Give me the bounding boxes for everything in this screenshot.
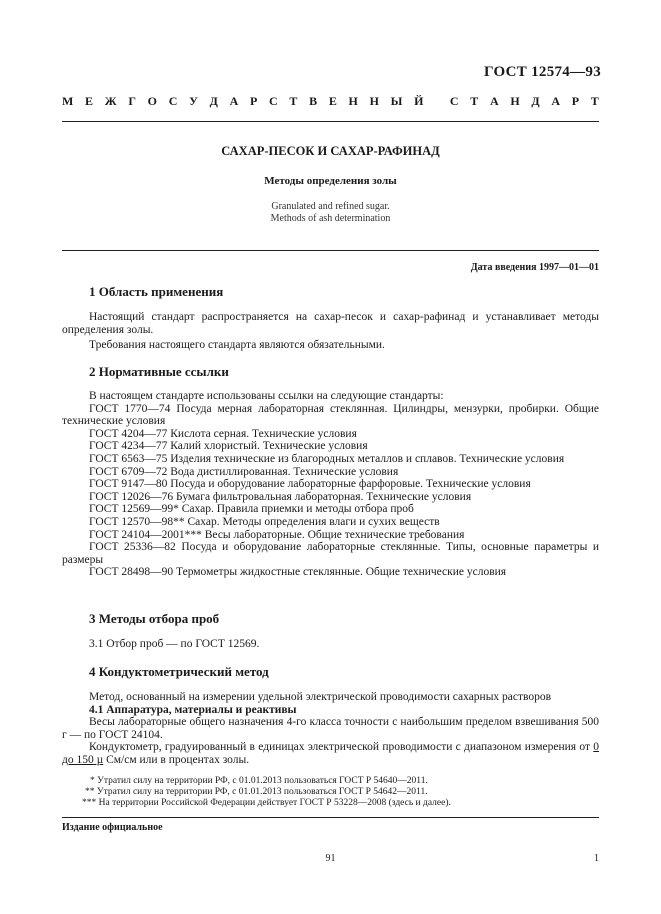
standard-type-letter: А (551, 94, 561, 108)
standard-type-letter: Ж (104, 94, 117, 108)
reference-item: ГОСТ 28498—90 Термометры жидкостные стеклянные. Общие технические условия (89, 566, 507, 579)
standard-type-letter: Т (289, 94, 298, 108)
standard-type-letter: Н (369, 94, 379, 108)
standard-type-letter: Д (209, 94, 218, 108)
reference-item: ГОСТ 4234—77 Калий хлористый. Технические условия (89, 440, 368, 453)
standard-type-letter: О (147, 94, 158, 108)
standard-type-letter: А (489, 94, 499, 108)
section-4-paragraph-1: Метод, основанный на измерении удельной электрической проводимости сахарных растворов (89, 691, 552, 703)
standard-type-letter: Н (348, 94, 358, 108)
section-4-heading: 4 Кондуктометрический метод (89, 664, 269, 679)
subsection-4-1-heading: 4.1 Аппаратура, материалы и реактивы (89, 703, 297, 716)
references-intro: В настоящем стандарте использованы ссылки на следующие стандарты: (89, 390, 444, 402)
reference-item: ГОСТ 25336—82 Посуда и оборудование лабораторные стеклянные. Типы, основные параметры и размеры (62, 541, 599, 566)
standard-type-letter: В (309, 94, 318, 108)
section-4-paragraph-2: Весы лабораторные общего назначения 4-го класса точности с наибольшим пределом взвешивания 500 г — по ГОСТ 24104. (62, 716, 599, 741)
standard-type-letter (435, 94, 438, 109)
standard-type-letter: Й (414, 94, 424, 108)
section-3-body (62, 638, 599, 651)
standard-type-letter: С (449, 94, 459, 108)
reference-item: ГОСТ 4204—77 Кислота серная. Технические условия (89, 427, 357, 440)
standard-type-letter: Р (249, 94, 258, 108)
section-1-paragraph-1: Настоящий стандарт распространяется на сахар-песок и сахар-рафинад и устанавливает методы определения золы. (62, 311, 599, 336)
normative-references (62, 390, 599, 579)
reference-item: ГОСТ 6709—72 Вода дистиллированная. Технические условия (89, 465, 399, 478)
section-3-paragraph-1: 3.1 Отбор проб — по ГОСТ 12569. (89, 638, 260, 650)
section-1-body (62, 311, 599, 352)
standard-type-letter: Р (571, 94, 580, 108)
standard-designation: ГОСТ 12574—93 (483, 64, 601, 80)
standard-type-line (62, 94, 599, 109)
reference-item: ГОСТ 12026—76 Бумага фильтровальная лабораторная. Технические условия (89, 490, 472, 503)
english-title-line1: Granulated and refined sugar. (271, 201, 390, 212)
title-rule (62, 250, 599, 251)
official-edition-label: Издание официальное (62, 822, 163, 833)
english-title-line2: Methods of ash determination (270, 213, 391, 224)
standard-type-letter: Д (531, 94, 540, 108)
footnote-3: *** На территории Российской Федерации действует ГОСТ Р 53228—2008 (здесь и далее). (82, 798, 451, 808)
standard-type-letter: Т (590, 94, 599, 108)
header-rule (62, 121, 599, 122)
standard-type-letter: Е (85, 94, 94, 108)
standard-type-letter: С (168, 94, 178, 108)
reference-item: ГОСТ 6563—75 Изделия технические из благородных металлов и сплавов. Технические условия (89, 452, 565, 465)
section-1-heading: 1 Область применения (89, 284, 224, 299)
page-number: 91 (325, 853, 336, 864)
footnote-2: ** Утратил силу на территории РФ, с 01.01.2013 пользоваться ГОСТ Р 54642—2011. (85, 787, 428, 797)
section-4-paragraph-3 (62, 741, 599, 766)
section-4-body (62, 691, 599, 767)
standard-type-letter: Н (510, 94, 520, 108)
reference-item: ГОСТ 12569—99* Сахар. Правила приемки и методы отбора проб (89, 503, 414, 516)
standard-type-letter: Е (328, 94, 337, 108)
section-3-heading: 3 Методы отбора проб (89, 611, 220, 626)
introduction-date: Дата введения 1997—01—01 (470, 262, 599, 273)
standard-type-letter: Т (470, 94, 479, 108)
standard-type-letter: М (62, 94, 74, 108)
conductometer-text-a: Кондуктометр, градуированный в единицах электрической проводимости с диапазоном измерения от (89, 741, 594, 754)
document-subtitle: Методы определения золы (264, 175, 397, 187)
reference-item: ГОСТ 1770—74 Посуда мерная лабораторная стеклянная. Цилиндры, мензурки, пробирки. Общие технические условия (62, 402, 599, 428)
conductometer-range: 0 до 150 µ (62, 741, 599, 766)
section-2-heading: 2 Нормативные ссылки (89, 364, 229, 379)
reference-item: ГОСТ 12570—98** Сахар. Методы определения влаги и сухих веществ (89, 515, 440, 528)
standard-type-letter: Г (128, 94, 136, 108)
sheet-number: 1 (594, 853, 599, 864)
footnote-1: * Утратил силу на территории РФ, с 01.01.2013 пользоваться ГОСТ Р 54640—2011. (90, 776, 428, 786)
document-title: САХАР-ПЕСОК И САХАР-РАФИНАД (221, 144, 440, 158)
standard-type-letter: Ы (390, 94, 403, 108)
footer-rule (62, 817, 599, 818)
reference-item: ГОСТ 24104—2001*** Весы лабораторные. Общие технические требования (89, 528, 465, 541)
standard-type-letter: С (269, 94, 278, 108)
footnotes (62, 776, 599, 809)
conductometer-text-b: См/см или в процентах золы. (103, 753, 250, 766)
reference-item: ГОСТ 9147—80 Посуда и оборудование лабораторные фарфоровые. Технические условия (89, 478, 531, 491)
standard-type-letter: А (229, 94, 239, 108)
standard-type-letter: У (189, 94, 198, 108)
section-1-paragraph-2: Требования настоящего стандарта являются обязательными. (89, 339, 385, 352)
